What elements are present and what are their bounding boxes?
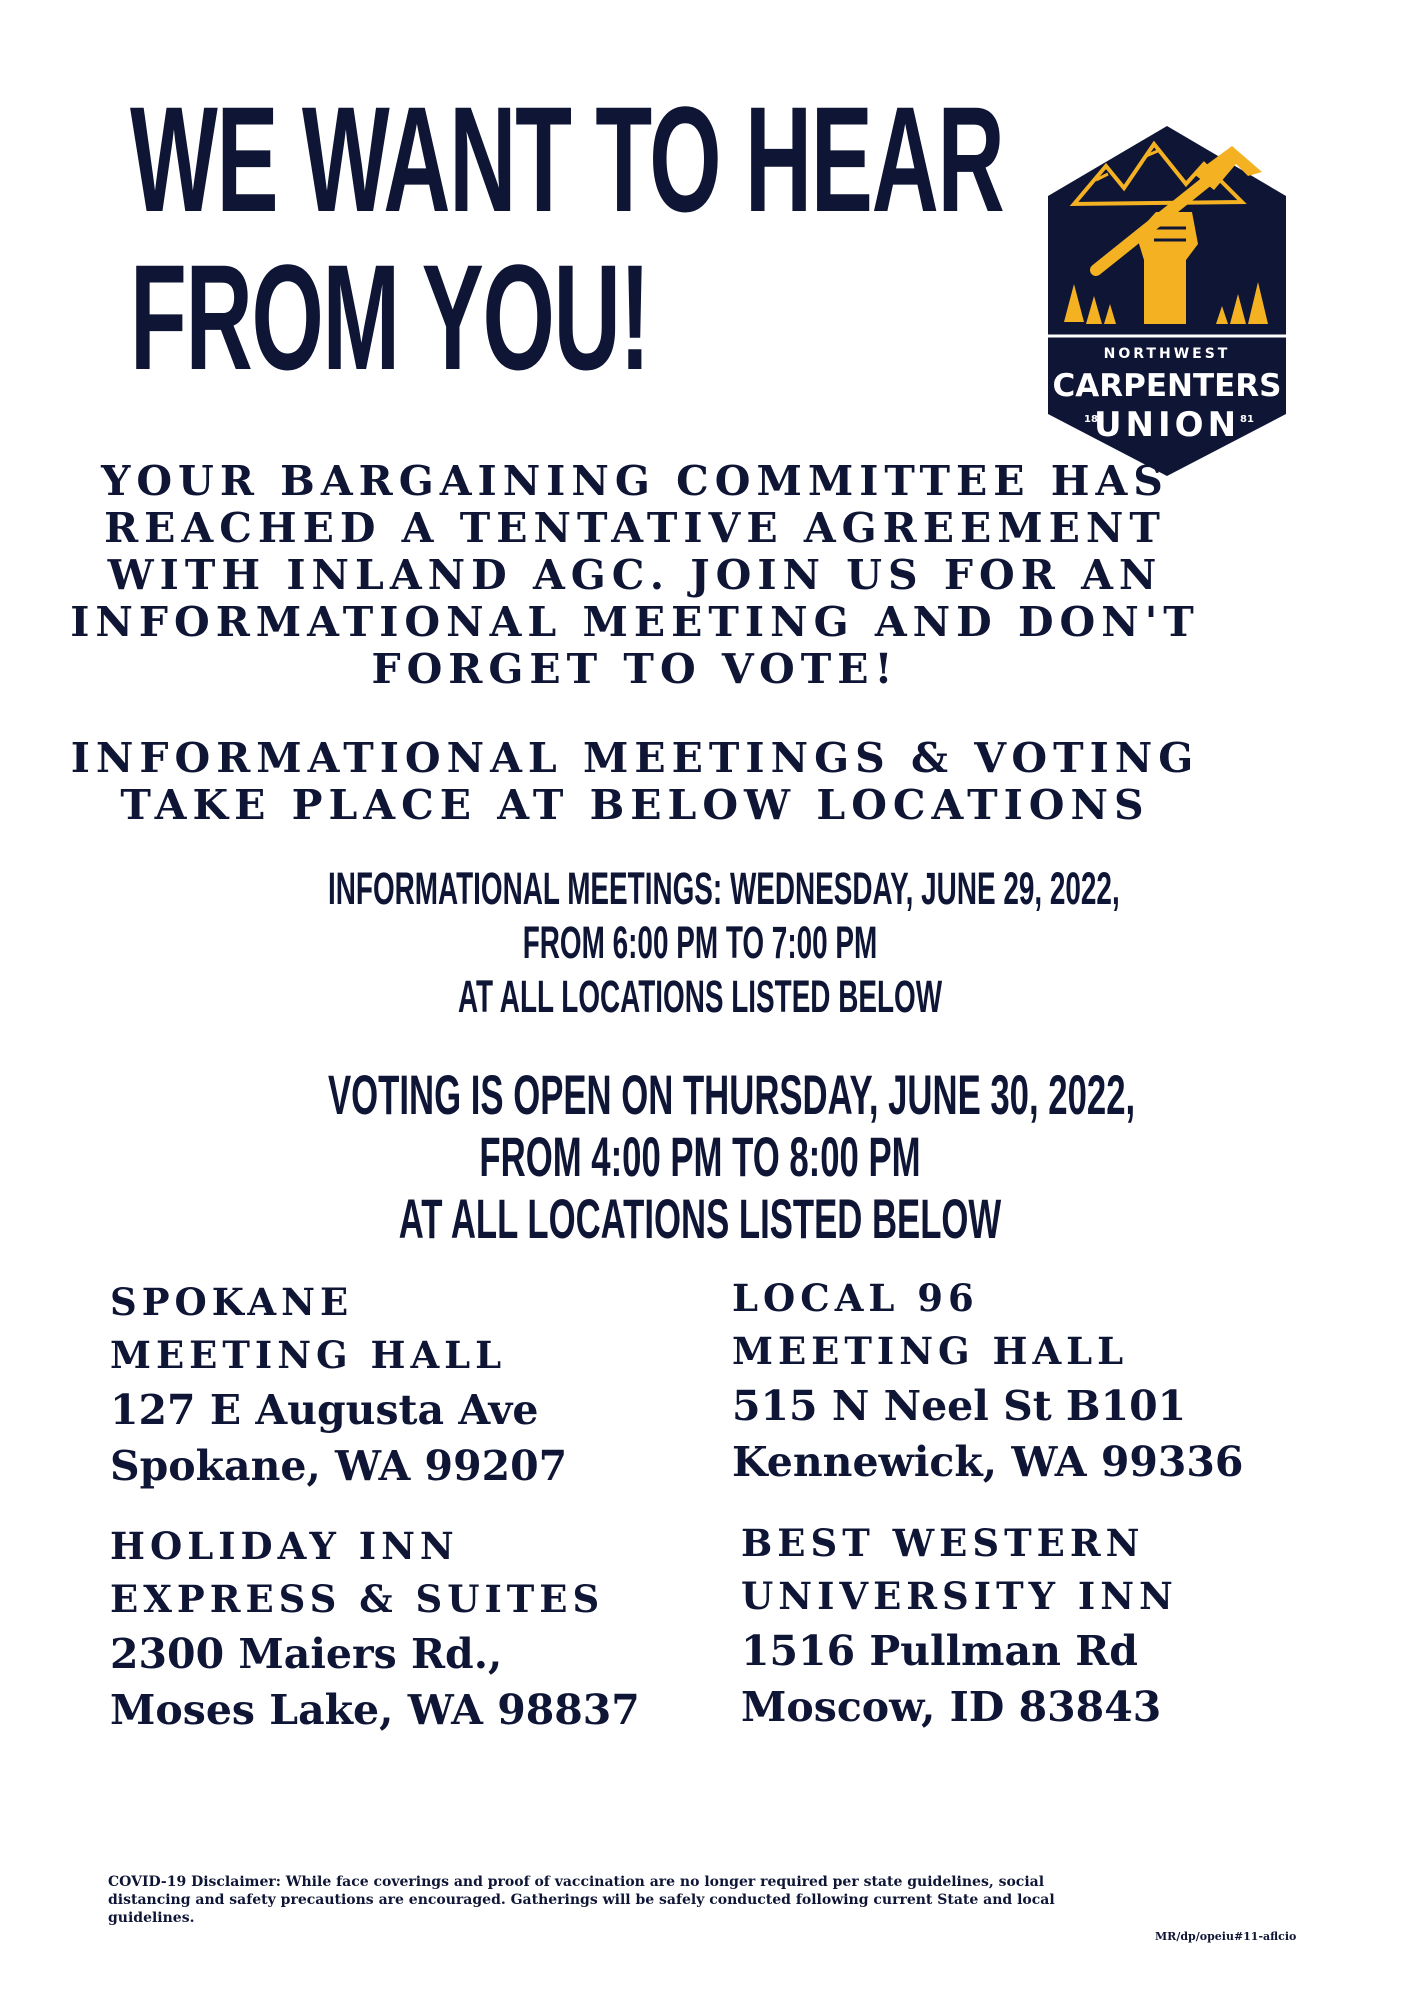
location-name: SPOKANE xyxy=(110,1280,354,1324)
meetings-line: FROM 6:00 PM TO 7:00 PM xyxy=(522,917,878,968)
location-city: Moses Lake, WA 98837 xyxy=(110,1686,640,1734)
headline-line-1: WE WANT TO HEAR xyxy=(130,75,1004,243)
headline xyxy=(130,75,1004,401)
location-city: Moscow, ID 83843 xyxy=(741,1683,1162,1731)
locations-subheading xyxy=(70,735,1200,829)
logo-text-middle: CARPENTERS xyxy=(1052,368,1282,404)
location-name: HOLIDAY INN xyxy=(110,1524,459,1568)
intro-paragraph xyxy=(70,458,1200,693)
voting-info xyxy=(328,1063,1136,1250)
voting-line: VOTING IS OPEN ON THURSDAY, JUNE 30, 2022, xyxy=(328,1063,1136,1126)
location-address: 515 N Neel St B101 xyxy=(732,1382,1187,1430)
location-city: Kennewick, WA 99336 xyxy=(732,1438,1244,1486)
location-address: 2300 Maiers Rd., xyxy=(110,1630,503,1678)
meetings-line: INFORMATIONAL MEETINGS: WEDNESDAY, JUNE 29, 2022, xyxy=(328,863,1120,914)
location-spokane xyxy=(110,1276,567,1494)
meetings-info xyxy=(328,862,1120,1024)
location-address: 127 E Augusta Ave xyxy=(110,1386,539,1434)
location-city: Spokane, WA 99207 xyxy=(110,1442,568,1490)
intro-line: YOUR BARGAINING COMMITTEE HAS xyxy=(101,457,1169,505)
logo-text-bottom: UNION xyxy=(1093,405,1241,445)
location-address: 1516 Pullman Rd xyxy=(741,1627,1138,1675)
location-kennewick xyxy=(732,1272,1243,1490)
covid-disclaimer: COVID-19 Disclaimer: While face coverings and proof of vaccination are no longer required per state guidelines, social distancing and safety precautions are encouraged. Gatherings will be safely conducted following current State and local guidelines. xyxy=(108,1874,1055,1926)
location-moses-lake xyxy=(110,1520,640,1738)
subheading-line: TAKE PLACE AT BELOW LOCATIONS xyxy=(120,781,1150,829)
location-name: LOCAL 96 xyxy=(732,1276,979,1320)
union-label-code: MR/dp/opeiu#11-aflcio xyxy=(1155,1930,1297,1943)
location-name: EXPRESS & SUITES xyxy=(110,1577,605,1621)
intro-line: WITH INLAND AGC. JOIN US FOR AN xyxy=(107,551,1163,599)
logo-year-left: 18 xyxy=(1084,414,1098,425)
headline-line-2: FROM YOU! xyxy=(130,233,650,401)
voting-line: AT ALL LOCATIONS LISTED BELOW xyxy=(398,1187,1002,1250)
location-name: MEETING HALL xyxy=(110,1333,507,1377)
intro-line: FORGET TO VOTE! xyxy=(371,645,899,693)
location-name: BEST WESTERN xyxy=(741,1521,1145,1565)
intro-line: REACHED A TENTATIVE AGREEMENT xyxy=(104,504,1166,552)
intro-line: INFORMATIONAL MEETING AND DON'T xyxy=(70,598,1200,646)
logo-text-top: NORTHWEST xyxy=(1103,346,1231,362)
meetings-line: AT ALL LOCATIONS LISTED BELOW xyxy=(457,971,943,1022)
logo-year-right: 81 xyxy=(1240,414,1254,425)
location-moscow xyxy=(741,1517,1178,1735)
location-name: UNIVERSITY INN xyxy=(741,1574,1178,1618)
subheading-line: INFORMATIONAL MEETINGS & VOTING xyxy=(70,734,1200,782)
voting-line: FROM 4:00 PM TO 8:00 PM xyxy=(479,1125,921,1188)
location-name: MEETING HALL xyxy=(732,1329,1129,1373)
carpenters-union-logo xyxy=(1036,84,1298,476)
